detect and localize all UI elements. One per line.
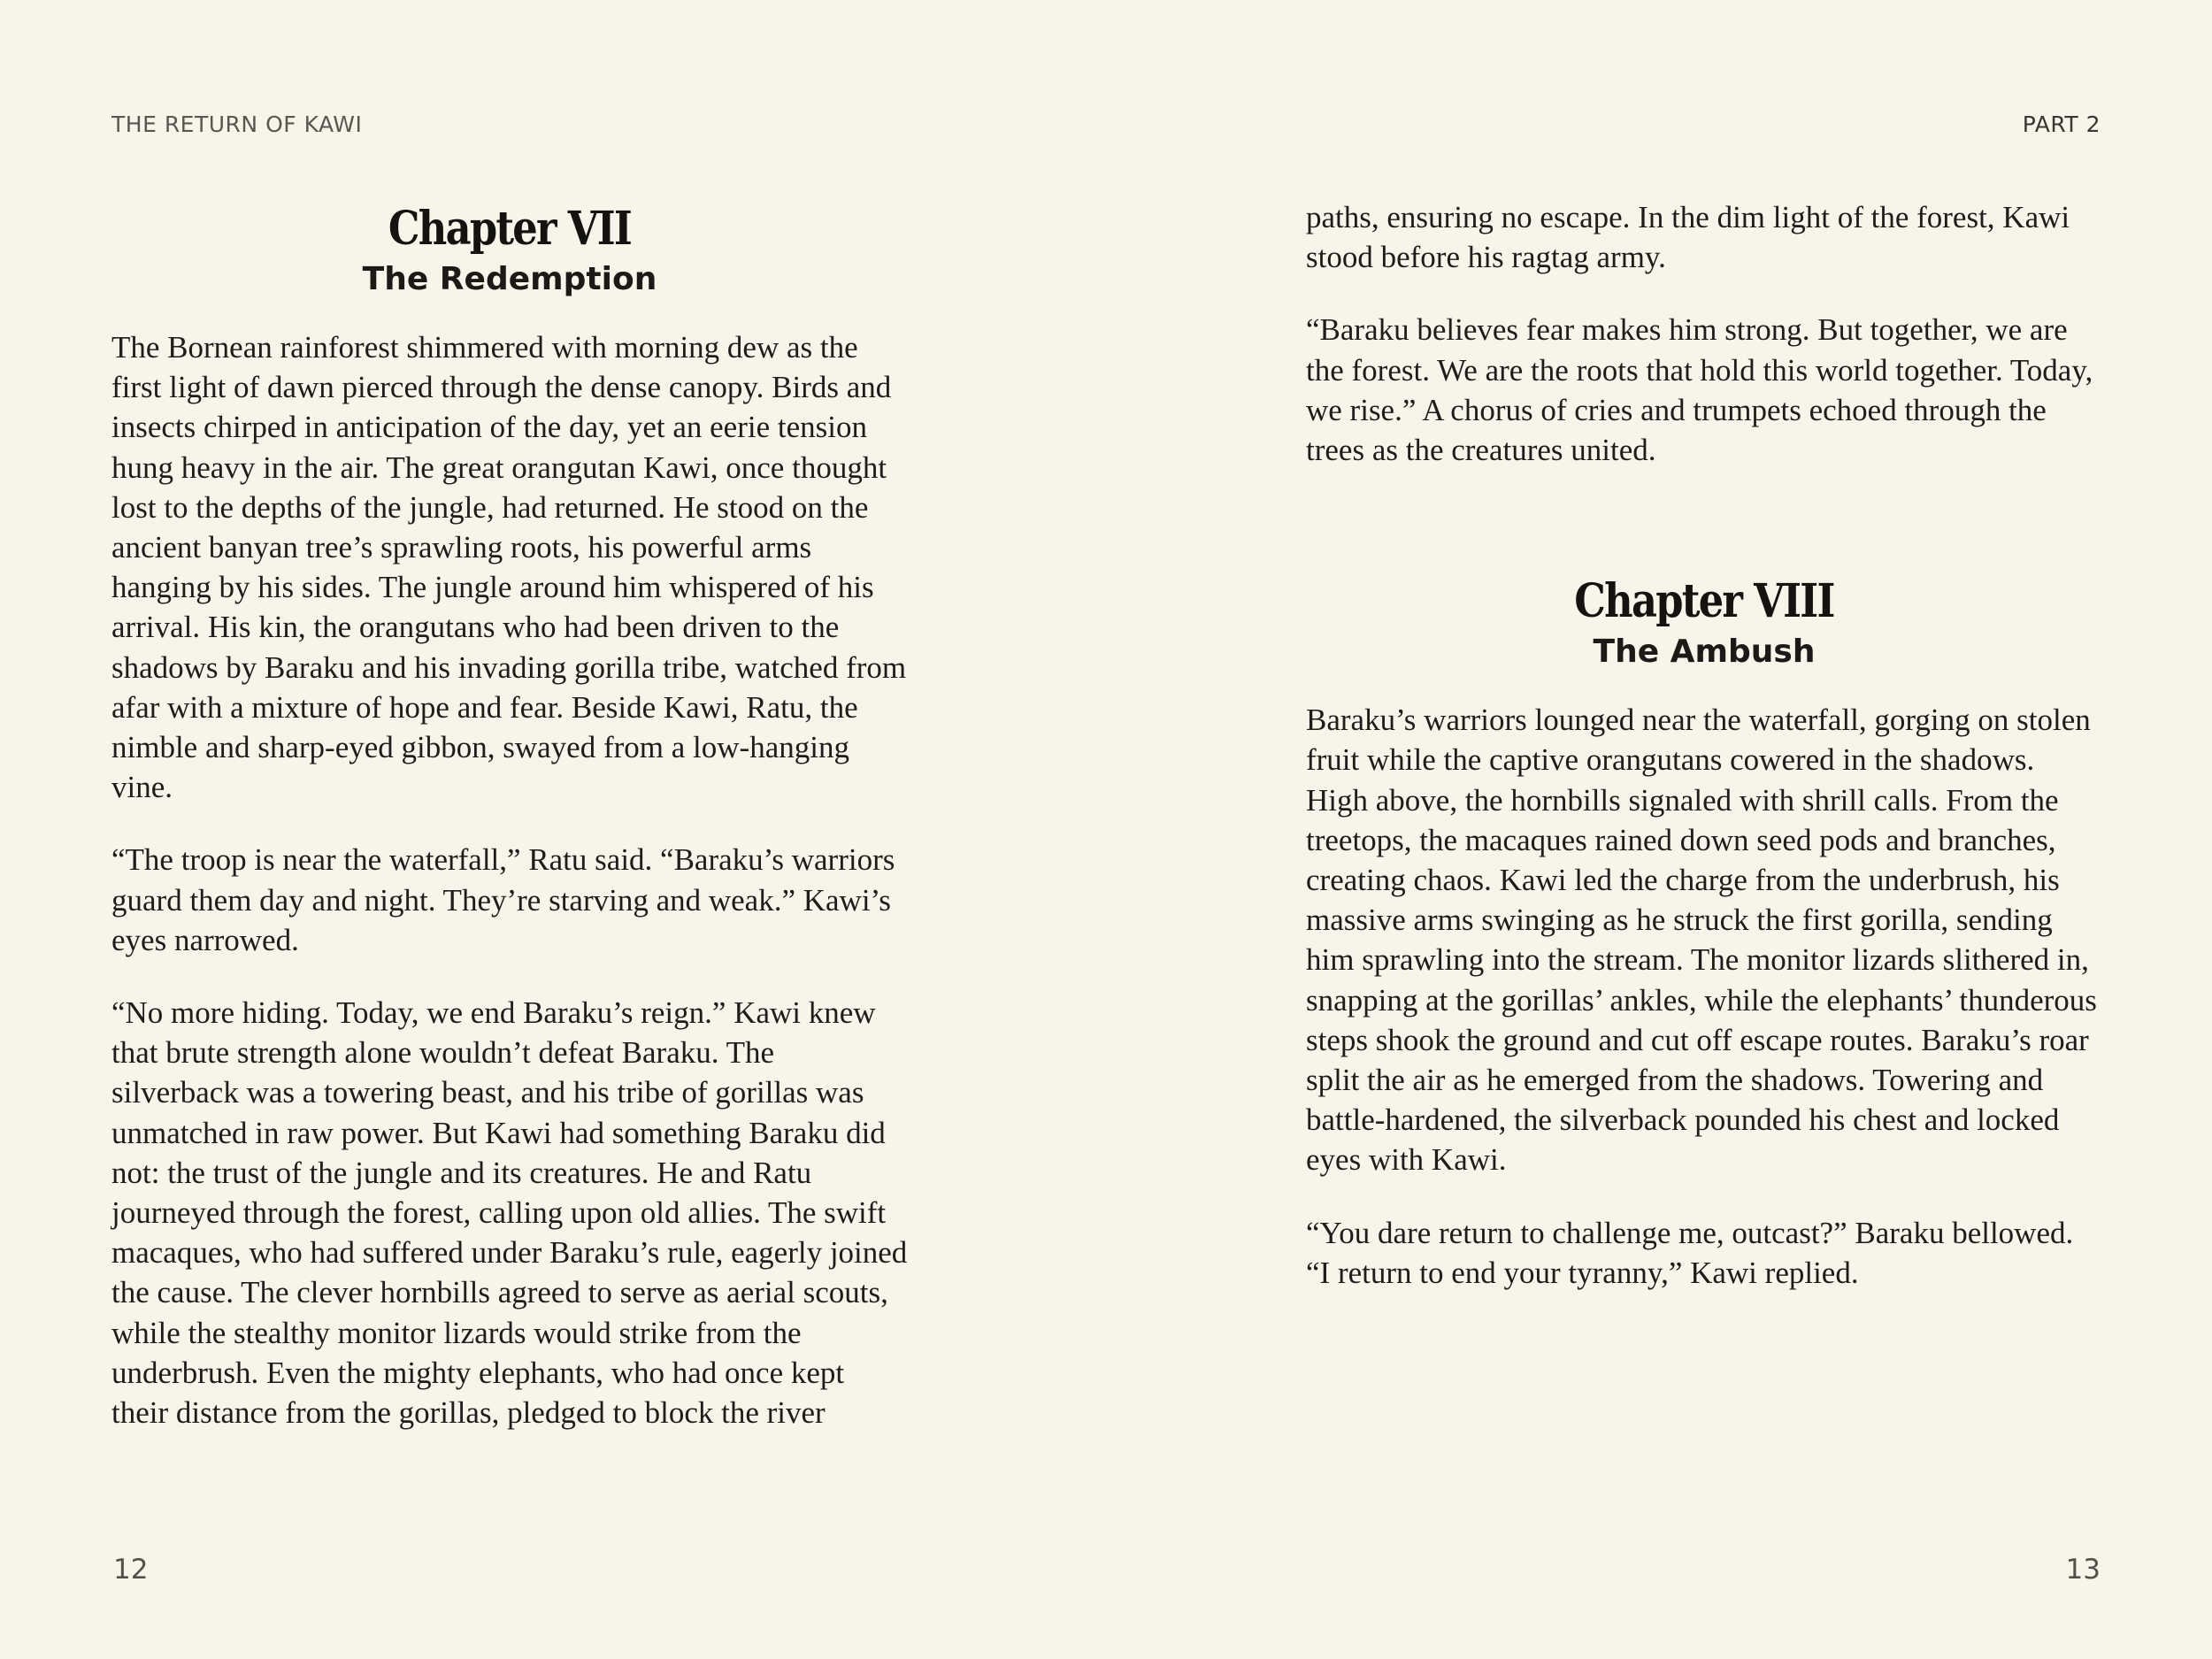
- chapter-title: Chapter VIII: [1574, 574, 1834, 629]
- paragraph-continued: paths, ensuring no escape. In the dim light of the forest, Kawi stood before his ragtag army.: [1306, 200, 2070, 275]
- paragraph: “You dare return to challenge me, outcast?” Baraku bellowed. “I return to end your tyranny,” Kawi replied.: [1306, 1215, 2074, 1290]
- paragraph: “Baraku believes fear makes him strong. But together, we are the forest. We are the roots that hold this world together. Today, we rise.” A chorus of cries and trumpets echoed through the trees as the creatures united.: [1306, 312, 2093, 468]
- chapter-subtitle: The Redemption: [362, 261, 657, 297]
- page-number: 13: [2065, 1554, 2101, 1586]
- paragraph: “No more hiding. Today, we end Baraku’s reign.” Kawi knew that brute strength alone wouldn’t defeat Baraku. The silverback was a towering beast, and his tribe of gorillas was unmatched in raw power. But Kawi had something Baraku did not: the trust of the jungle and its creatures. He and Ratu journeyed through the forest, calling upon old allies. The swift macaques, who had suffered under Baraku’s rule, eagerly joined the cause. The clever hornbills agreed to serve as aerial scouts, while the stealthy monitor lizards would strike from the underbrush. Even the mighty elephants, who had once kept their distance from the gorillas, pledged to block the river: [111, 995, 908, 1431]
- right-text-column: [1306, 197, 2102, 1293]
- running-head-book-title: THE RETURN OF KAWI: [111, 111, 363, 137]
- page-number: 12: [113, 1554, 149, 1586]
- paragraph: The Bornean rainforest shimmered with morning dew as the first light of dawn pierced through the dense canopy. Birds and insects chirped in anticipation of the day, yet an eerie tension hung heavy in the air. The great orangutan Kawi, once thought lost to the depths of the jungle, had returned. He stood on the ancient banyan tree’s sprawling roots, his powerful arms hanging by his sides. The jungle around him whispered of his arrival. His kin, the orangutans who had been driven to the shadows by Baraku and his invading gorilla tribe, watched from afar with a mixture of hope and fear. Beside Kawi, Ratu, the nimble and sharp-eyed gibbon, swayed from a low-hanging vine.: [111, 330, 907, 805]
- left-text-column: [111, 200, 908, 1432]
- chapter-title: Chapter VII: [388, 202, 632, 256]
- chapter-heading: [1306, 572, 2102, 673]
- chapter-break: [1306, 503, 2102, 572]
- chapter-heading: [111, 200, 908, 301]
- chapter-subtitle: The Ambush: [1593, 634, 1816, 671]
- running-head-part: PART 2: [2022, 111, 2101, 137]
- paragraph: Baraku’s warriors lounged near the waterfall, gorging on stolen fruit while the captive orangutans cowered in the shadows. High above, the hornbills signaled with shrill calls. From the treetops, the macaques rained down seed pods and branches, creating chaos. Kawi led the charge from the underbrush, his massive arms swinging as he struck the first gorilla, sending him sprawling into the stream. The monitor lizards slithered in, snapping at the gorillas’ ankles, while the elephants’ thunderous steps shook the ground and cut off escape routes. Baraku’s roar split the air as he emerged from the shadows. Towering and battle-hardened, the silverback pounded his chest and locked eyes with Kawi.: [1306, 703, 2097, 1178]
- paragraph: “The troop is near the waterfall,” Ratu said. “Baraku’s warriors guard them day and night. They’re starving and weak.” Kawi’s eyes narrowed.: [111, 842, 895, 957]
- right-page: [1106, 0, 2212, 1659]
